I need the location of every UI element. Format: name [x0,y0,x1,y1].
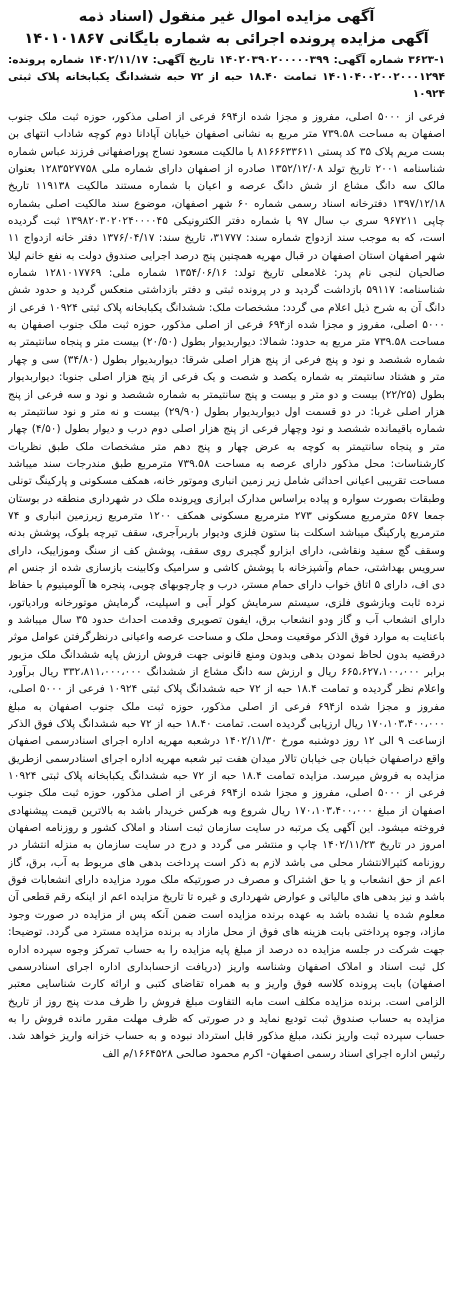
notice-body: فرعی از ۵۰۰۰ اصلی، مفروز و مجزا شده از۶۹۴ فرعی از اصلی مذکور، حوزه ثبت ملک جنوب اصفهان به مساحت ۷۳۹.۵۸ متر مربع به نشانی اصفهان خیابان آپادانا دوم کوچه شاداب انتهای بن بست مریم پلاک ۳۵ کد پستی ۸۱۶۶۶۳۳۶۱۱ با مالکیت مسعود نساج پوراصفهانی فرزند عباس شماره شناسنامه ۲۰۰۱ تاریخ تولد ۱۳۵۲/۱۲/۰۸ صادره از اصفهان دارای شماره ملی ۱۲۸۳۵۲۷۷۵۸ بعنوان مالک سه دانگ مشاع از شش دانگ عرصه و اعیان با شماره مستند مالکیت ۱۱۹۱۳۸ تاریخ ۱۳۹۷/۱۲/۱۸ دفترخانه اسناد رسمی شماره ۶۰ شهر اصفهان، موضوع سند مالکیت اصلی بشماره چاپی ۹۶۷۲۱۱ سری ب سال ۹۷ با شماره دفتر الکترونیکی ۱۳۹۸۲۰۳۰۲۰۲۴۰۰۰۰۴۵ ثبت گردیده است، که به موجب سند ازدواج شماره سند: ۳۱۷۷۷، تاریخ سند: ۱۳۷۶/۰۴/۱۷ دفتر خانه ازدواج ۱۱ شهر اصفهان استان اصفهان در قبال مهریه همچنین پنج درصد اجرایی صندوق دولت به نفع خانم لیلا صالحیان لنجی نام پدر: غلامعلی تاریخ تولد: ۱۳۵۴/۰۶/۱۶ شماره ملی: ۱۲۸۱۰۱۷۷۶۹ شماره شناسنامه: ۵۹۱۱۷ بازداشت گردید و در پرونده ثبتی و دفتر بازداشتی منعکس گردید و حدود شش دانگ آن به شرح ذیل اعلام می گردد: مشخصات ملک: ششدانگ یکبابخانه پلاک ثبتی ۱۰۹۲۴ فرعی از ۵۰۰۰ اصلی، مفروز و مجزا شده از۶۹۴ فرعی از اصلی مذکور، حوزه ثبت ملک جنوب اصفهان به مساحت ۷۳۹.۵۸ متر مربع به حدود: شمالا: دیواربدیوار بطول (۲۰/۵۰) بیست متر و پنجاه سانتیمتر به شماره ششصد و نود و پنج فرعی از پنج هزار اصلی شرقا: دیواربدیوار بطول (۳۴/۸۰) سی و چهار متر و هشتاد سانتیمتر به شماره یکصد و شصت و یک فرعی از پنج هزار اصلی جنوبا: دیواربدیوار بطول (۲۲/۲۵) بیست و دو متر و بیست و پنج سانتیمتر به شماره ششصد و نود و سه فرعی از پنج هزار اصلی غربا: در دو قسمت اول دیواربدیوار بطول (۲۹/۹۰) بیست و نه متر و نود سانتیمتر به شماره باقیمانده ششصد و نود وچهار فرعی از پنج هزار اصلی دوم درب و دیوار بطول (۴/۵۰) چهار متر و پنجاه سانتیمتر به کوچه به عرض چهار و پنج دهم متر مشخصات ملک طبق نظریات کارشناسات: محل مذکور دارای عرصه به مساحت ۷۳۹.۵۸ مترمربع طبق مندرجات سند میباشد مساحت تقریبی اعیانی احداثی شامل زیر زمین انباری وموتور خانه، همکف مسکونی و پارکینگ تونلی وطبقات بصورت سواره و پیاده براساس مدارک ابرازی وپرونده ملک در شهرداری منطقه در بوستان جمعا ۵۶۷ مترمربع مسکونی ۲۷۳ مترمربع مسکونی همکف ۱۲۰۰ مترمربع زیرزمین انباری و ۷۴ مترمربع پارکینگ میباشد اسکلت بنا ستون فلزی ودیوار باربرآجری، سقف تیرچه بلوک، پوشش بدنه وسقف گچ سفید ونقاشی، دارای ابزارو گچبری روی سقف، پوشش کف از سنگ وموزاییک، دارای سرویس بهداشتی، حمام وآشپزخانه با پوشش کاشی و سرامیک وکابینت بازسازی شده از جنس ام دی اف، دارای ۵ اتاق خواب دارای حمام مستر، درب و چارچوبهای چوبی، پنجره ها آلومینیوم با حفاظ نرده ثابت وبازشوی فلزی، سیستم سرمایش کولر آبی و اسپلیت، گرمایش موتورخانه ورادیاتور، دارای انشعاب آب و گاز ودو انشعاب برق، ایفون تصویری وقدمت احداث حدود ۳۵ سال میباشد و باعنایت به موارد فوق الذکر موقعیت ومحل ملک و مساحت عرصه واعیانی درنظرگرفتن عوامل موثر درقضیه بدون لحاظ نمودن بدهی وبدون ومنع قانونی جهت فروش ارزش پایه ششدانگ ملک مزبور برابر ۶۶۵،۶۲۷،۱۰۰،۰۰۰ ریال و ارزش سه دانگ مشاع از ششدانگ ۳۳۲،۸۱۱،۰۰۰،۰۰۰ ریال برآورد واعلام نظر گردیده و تمامت ۱۸.۴ حبه از ۷۲ حبه ششدانگ پلاک ثبتی ۱۰۹۲۴ فرعی از ۵۰۰۰ اصلی، مفروز و مجزا شده از۶۹۴ فرعی از اصلی مذکور، حوزه ثبت ملک جنوب اصفهان به مبلغ ۱۷۰،۱۰۳،۴۰۰،۰۰۰ ریال ارزیابی گردیده است. تمامت ۱۸.۴۰ حبه از ۷۲ حبه ششدانگ پلاک فوق الذکر ازساعت ۹ الی ۱۲ روز دوشنبه مورخ ۱۴۰۲/۱۱/۳۰ درشعبه مهریه اداره اجرای اسنادرسمی اصفهان واقع دراصفهان خیابان جی خیابان تالار میدان هفت تیر شعبه مهریه اداره اجرای اسنادرسمی ازطریق مزایده به فروش میرسد. مزایده تمامت ۱۸.۴ حبه از ۷۲ حبه ششدانگ یکبابخانه پلاک ثبتی ۱۰۹۲۴ فرعی از ۵۰۰۰ اصلی، مفروز و مجزا شده از۶۹۴ فرعی از اصلی مذکور، حوزه ثبت ملک جنوب اصفهان از مبلغ ۱۷۰،۱۰۳،۴۰۰،۰۰۰ ریال شروع وبه هرکس خریدار باشد به بالاترین قیمت پیشنهادی فروخته میشود. این آگهی یک مرتبه در سایت سازمان ثبت اسناد و املاک کشور و روزنامه اصفهان امروز در تاریخ ۱۴۰۲/۱۱/۲۳ چاپ و منتشر می گردد و درج در سایت سازمان به منزله انتشار در روزنامه کثیرالانتشار محلی می باشد لازم به ذکر است پرداخت بدهی های مربوط به آب، برق، گاز اعم از حق انشعاب و یا حق اشتراک و مصرف در صورتیکه ملک مورد مزایده دارای انشعابات فوق باشد و نیز بدهی های مالیاتی و عوارض شهرداری و غیره تا تاریخ مزایده اعم از اینکه رقم قطعی آن معلوم شده یا نشده باشد به عهده برنده مزایده است ضمن آنکه پس از مزایده در صورت وجود مازاد، وجوه پرداختی بابت هزینه های فوق از محل مازاد به برنده مزایده مسترد می گردد. توضیحا: جهت شرکت در جلسه مزایده ده درصد از مبلغ پایه مزایده را به حساب تمرکز وجوه سپرده اداره کل ثبت اسناد و املاک اصفهان وشناسه واریز (دریافت ازحسابداری اداره اجرای اسنادرسمی اصفهان) بابت پرونده کلاسه فوق واریز و به همراه تقاضای کتبی و ارائه کارت شناسایی معتبر الزامی است. برنده مزایده مکلف است مابه التفاوت مبلغ فروش را ظرف مدت پنج روز از تاریخ مزایده به حساب صندوق ثبت تودیع نماید و در صورتی که ظرف مهلت مقرر مانده فروش را به حساب سپرده ثبت واریز نکند، مبلغ مذکور قابل استرداد نبوده و به حساب خزانه واریز خواهد شد. رئیس اداره اجرای اسناد رسمی اصفهان- اکرم محمود صالحی ۱۶۶۴۵۲۸/م الف [8,111,445,1060]
notice-title: آگهی مزایده اموال غیر منقول (اسناد ذمه [78,9,375,25]
notice-subtitle: آگهی مزایده پرونده اجرائی به شماره بایگانی ۱۴۰۱۰۱۸۶۷ [24,31,429,47]
notice-meta: ۳۶۲۳-۱ شماره آگهی: ۱۴۰۲۰۳۹۰۲۰۰۰۰۰۳۹۹ تاریخ آگهی: ۱۴۰۲/۱۱/۱۷ شماره پرونده: ۱۴۰۱۰۴۰۰۲۰۰۲۰۰۰۱۲۹۴ تمامت ۱۸.۴۰ حبه از ۷۲ حبه ششدانگ یکبابخانه پلاک ثبتی ۱۰۹۲۴ [8,54,446,100]
